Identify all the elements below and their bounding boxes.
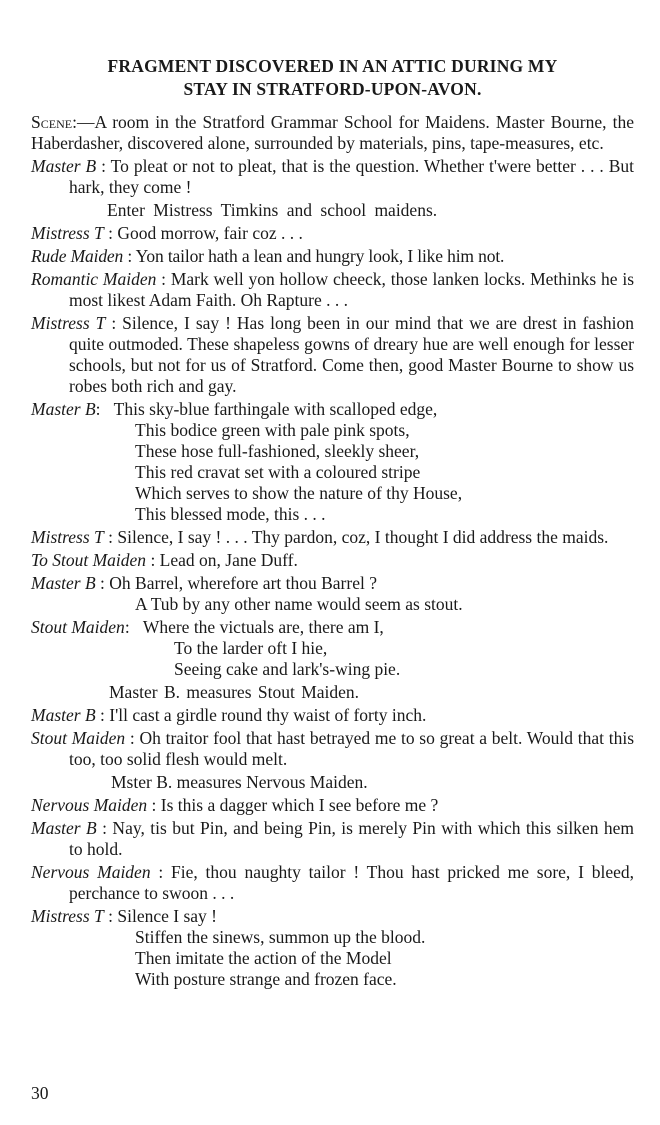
stage-direction: Mster B. measures Nervous Maiden. (111, 772, 368, 792)
page-title (31, 55, 634, 101)
page (31, 55, 634, 992)
speech-text: : Silence, I say ! Has long been in our mind that we are drest in fashion quite outmoded. These shapeless gowns of dreary hue are well enough for lesser schools, but not for us of Stratford. Come then, good Master Bourne to show us robes both rich and gay. (69, 313, 634, 396)
speech (31, 527, 634, 548)
speaker-name: Nervous Maiden (31, 862, 151, 882)
verse-line: This red cravat set with a coloured stripe (135, 462, 421, 482)
speech (31, 795, 634, 816)
scene-text: :—A room in the Stratford Grammar School for Maidens. Master Bourne, the Haberdasher, discovered alone, surrounded by materials, pins, tape-measures, etc. (31, 112, 634, 153)
speaker-name: Master B (31, 573, 96, 593)
speech-text: : Silence I say ! (108, 906, 218, 926)
play-text (31, 112, 634, 990)
speaker-name: Mistress T (31, 223, 104, 243)
page-number: 30 (31, 1083, 49, 1103)
speech (31, 223, 634, 244)
speaker-name: Stout Maiden (31, 728, 126, 748)
speech (31, 550, 634, 571)
speech-text: : Silence, I say ! . . . Thy pardon, coz, I thought I did address the maids. (108, 527, 609, 547)
speaker-name: Nervous Maiden (31, 795, 148, 815)
speaker-name: Master B (31, 156, 97, 176)
verse-line: These hose full-fashioned, sleekly sheer, (135, 441, 420, 461)
verse-line: With posture strange and frozen face. (135, 969, 397, 989)
speech (31, 246, 634, 267)
speech (31, 573, 634, 615)
speech-text: : To pleat or not to pleat, that is the question. Whether t'were better . . . But hark, they come ! (69, 156, 635, 197)
speaker-name: Romantic Maiden (31, 269, 157, 289)
verse-line: Where the victuals are, there am I, (142, 617, 384, 637)
speech (31, 269, 634, 311)
title-line-2: STAY IN STRATFORD-UPON-AVON. (183, 79, 482, 99)
speech-text: : Mark well yon hollow cheeck, those lanken locks. Methinks he is most likest Adam Faith. Oh Rapture . . . (69, 269, 634, 310)
speech-text: : I'll cast a girdle round thy waist of forty inch. (100, 705, 427, 725)
verse-line: This bodice green with pale pink spots, (135, 420, 410, 440)
title-line-1: FRAGMENT DISCOVERED IN AN ATTIC DURING MY (107, 56, 558, 76)
speech (31, 617, 634, 680)
stage-direction: Enter Mistress Timkins and school maidens. (107, 200, 438, 220)
speech-text: : Fie, thou naughty tailor ! Thou hast pricked me sore, I bleed, perchance to swoon . . . (69, 862, 634, 903)
speech (31, 705, 634, 726)
speaker-name: Master B (31, 705, 96, 725)
scene-label: Scene (31, 112, 73, 132)
verse-line: Then imitate the action of the Model (135, 948, 392, 968)
verse-line: This blessed mode, this . . . (135, 504, 326, 524)
speech-text: : Good morrow, fair coz . . . (108, 223, 303, 243)
verse-line: Stiffen the sinews, summon up the blood. (135, 927, 426, 947)
speech (31, 818, 634, 860)
verse-line: This sky-blue farthingale with scalloped edge, (113, 399, 438, 419)
verse-line: A Tub by any other name would seem as stout. (135, 594, 463, 614)
speaker-name: Master B (31, 818, 97, 838)
speaker-name: Mistress T (31, 313, 106, 333)
speech (31, 156, 634, 198)
speech-text: : Yon tailor hath a lean and hungry look, I like him not. (127, 246, 505, 266)
speech (31, 399, 634, 525)
scene-direction (31, 112, 634, 154)
speech (31, 906, 634, 990)
speech-text: : Is this a dagger which I see before me ? (151, 795, 439, 815)
stage-direction: Master B. measures Stout Maiden. (109, 682, 360, 702)
speech-text: : Oh Barrel, wherefore art thou Barrel ? (100, 573, 377, 593)
speech (31, 728, 634, 770)
speaker-name: Mistress T (31, 906, 104, 926)
speech (31, 313, 634, 397)
verse-line: Which serves to show the nature of thy House, (135, 483, 463, 503)
speaker-name: Mistress T (31, 527, 104, 547)
verse-line: Seeing cake and lark's-wing pie. (174, 659, 401, 679)
speaker-name: To Stout Maiden (31, 550, 147, 570)
speech-text: : Lead on, Jane Duff. (150, 550, 298, 570)
speaker-name: Master B (31, 399, 96, 419)
speech-colon: : (95, 399, 101, 419)
speaker-name: Stout Maiden (31, 617, 125, 637)
speech-text: : Nay, tis but Pin, and being Pin, is merely Pin with which this silken hem to hold. (69, 818, 635, 859)
speaker-name: Rude Maiden (31, 246, 124, 266)
verse-line: To the larder oft I hie, (174, 638, 328, 658)
speech-text: : Oh traitor fool that hast betrayed me to so great a belt. Would that this too, too solid flesh would melt. (69, 728, 635, 769)
speech-colon: : (124, 617, 130, 637)
speech (31, 862, 634, 904)
